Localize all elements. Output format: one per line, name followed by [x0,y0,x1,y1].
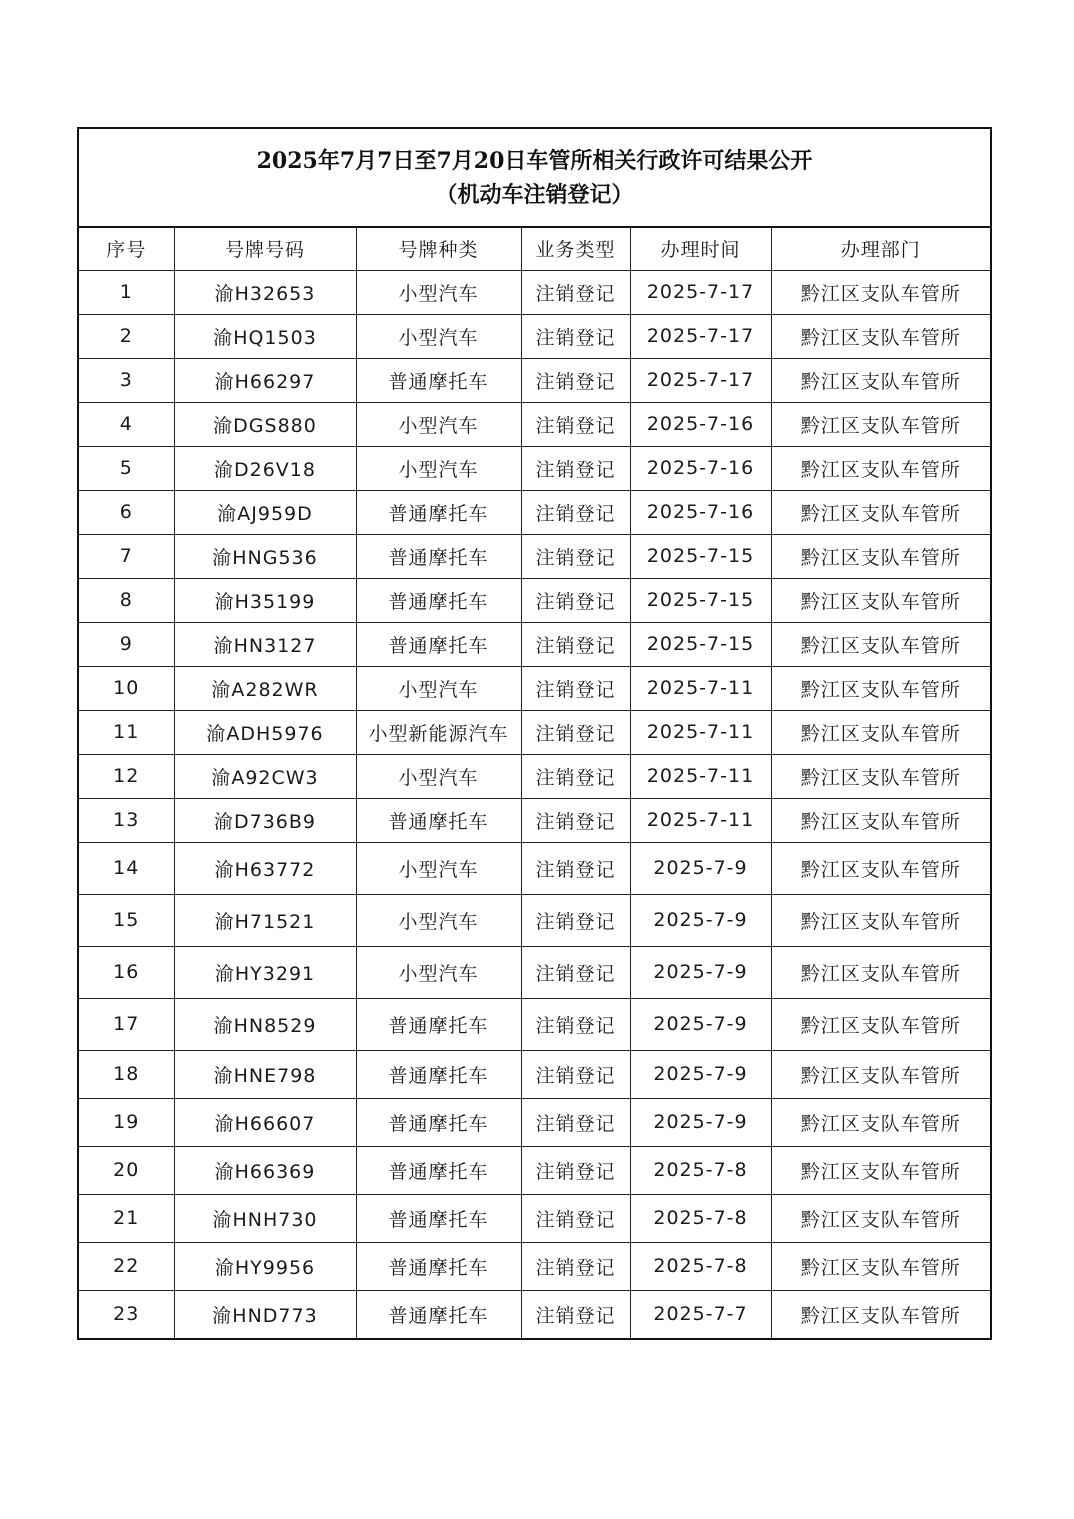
cell-plate-type: 普通摩托车 [356,1146,521,1194]
cell-process-date: 2025-7-17 [630,314,771,358]
cell-business-type: 注销登记 [521,270,630,314]
cell-plate-type: 普通摩托车 [356,578,521,622]
cell-department: 黔江区支队车管所 [771,358,990,402]
cell-plate-type: 小型汽车 [356,270,521,314]
table-row [79,754,990,798]
cell-business-type: 注销登记 [521,754,630,798]
cell-business-type: 注销登记 [521,998,630,1050]
cell-business-type: 注销登记 [521,1194,630,1242]
cell-process-date: 2025-7-15 [630,534,771,578]
col-header-index: 序号 [79,228,174,270]
table-row [79,666,990,710]
cell-department: 黔江区支队车管所 [771,402,990,446]
table-row [79,1146,990,1194]
cell-process-date: 2025-7-17 [630,270,771,314]
cell-department: 黔江区支队车管所 [771,270,990,314]
cell-plate-type: 普通摩托车 [356,490,521,534]
cell-plate-type: 普通摩托车 [356,1050,521,1098]
cell-process-date: 2025-7-16 [630,402,771,446]
cell-index: 2 [79,314,174,358]
cell-department: 黔江区支队车管所 [771,998,990,1050]
cell-department: 黔江区支队车管所 [771,1146,990,1194]
cell-index: 21 [79,1194,174,1242]
cell-department: 黔江区支队车管所 [771,446,990,490]
cell-business-type: 注销登记 [521,842,630,894]
cell-business-type: 注销登记 [521,1242,630,1290]
cell-plate-number: 渝HNG536 [174,534,356,578]
cell-plate-number: 渝HN8529 [174,998,356,1050]
title-block [79,129,990,228]
cell-index: 10 [79,666,174,710]
cell-process-date: 2025-7-9 [630,998,771,1050]
cell-plate-number: 渝DGS880 [174,402,356,446]
cell-process-date: 2025-7-8 [630,1242,771,1290]
cell-business-type: 注销登记 [521,314,630,358]
cell-department: 黔江区支队车管所 [771,490,990,534]
col-header-business-type: 业务类型 [521,228,630,270]
cell-plate-number: 渝HY3291 [174,946,356,998]
cell-department: 黔江区支队车管所 [771,946,990,998]
cell-plate-type: 普通摩托车 [356,1290,521,1338]
cell-process-date: 2025-7-17 [630,358,771,402]
cell-business-type: 注销登记 [521,534,630,578]
cell-plate-type: 小型汽车 [356,894,521,946]
cell-plate-type: 小型汽车 [356,666,521,710]
cell-index: 14 [79,842,174,894]
cell-business-type: 注销登记 [521,358,630,402]
cell-index: 12 [79,754,174,798]
cell-department: 黔江区支队车管所 [771,798,990,842]
cell-department: 黔江区支队车管所 [771,534,990,578]
cell-plate-number: 渝H66369 [174,1146,356,1194]
cell-process-date: 2025-7-8 [630,1146,771,1194]
cell-department: 黔江区支队车管所 [771,842,990,894]
cell-department: 黔江区支队车管所 [771,1050,990,1098]
cell-process-date: 2025-7-11 [630,710,771,754]
table-row [79,1050,990,1098]
cell-plate-number: 渝HND773 [174,1290,356,1338]
cell-process-date: 2025-7-15 [630,578,771,622]
cell-plate-number: 渝H66297 [174,358,356,402]
cell-department: 黔江区支队车管所 [771,1290,990,1338]
table-row [79,446,990,490]
cell-business-type: 注销登记 [521,446,630,490]
cell-business-type: 注销登记 [521,946,630,998]
cell-business-type: 注销登记 [521,1050,630,1098]
cell-plate-type: 普通摩托车 [356,1194,521,1242]
cell-process-date: 2025-7-16 [630,490,771,534]
cell-plate-type: 普通摩托车 [356,534,521,578]
cell-department: 黔江区支队车管所 [771,710,990,754]
cell-process-date: 2025-7-7 [630,1290,771,1338]
cell-plate-type: 小型汽车 [356,446,521,490]
cell-plate-number: 渝AJ959D [174,490,356,534]
cell-plate-number: 渝HNE798 [174,1050,356,1098]
cell-plate-number: 渝HY9956 [174,1242,356,1290]
header-row [79,228,990,270]
title-line-2: （机动车注销登记） [435,181,634,208]
cell-index: 9 [79,622,174,666]
cell-business-type: 注销登记 [521,894,630,946]
cell-plate-number: 渝H71521 [174,894,356,946]
cell-plate-type: 普通摩托车 [356,998,521,1050]
cell-index: 4 [79,402,174,446]
cell-process-date: 2025-7-11 [630,798,771,842]
cell-plate-type: 普通摩托车 [356,622,521,666]
cell-department: 黔江区支队车管所 [771,622,990,666]
table-row [79,358,990,402]
cell-process-date: 2025-7-9 [630,1098,771,1146]
title-line-1: 2025年7月7日至7月20日车管所相关行政许可结果公开 [256,147,813,174]
cell-business-type: 注销登记 [521,1098,630,1146]
cell-business-type: 注销登记 [521,490,630,534]
cell-plate-number: 渝HNH730 [174,1194,356,1242]
cell-index: 16 [79,946,174,998]
cell-index: 3 [79,358,174,402]
cell-plate-number: 渝D26V18 [174,446,356,490]
cell-process-date: 2025-7-9 [630,842,771,894]
cell-business-type: 注销登记 [521,402,630,446]
cell-department: 黔江区支队车管所 [771,666,990,710]
cell-department: 黔江区支队车管所 [771,894,990,946]
cell-index: 7 [79,534,174,578]
cell-plate-type: 小型汽车 [356,946,521,998]
cell-plate-number: 渝HN3127 [174,622,356,666]
cell-index: 5 [79,446,174,490]
cell-index: 20 [79,1146,174,1194]
cell-process-date: 2025-7-15 [630,622,771,666]
cell-index: 19 [79,1098,174,1146]
cell-plate-number: 渝H63772 [174,842,356,894]
cell-business-type: 注销登记 [521,622,630,666]
cell-department: 黔江区支队车管所 [771,1194,990,1242]
cell-plate-type: 小型新能源汽车 [356,710,521,754]
table-row [79,842,990,894]
cell-index: 17 [79,998,174,1050]
cell-plate-type: 普通摩托车 [356,358,521,402]
cell-business-type: 注销登记 [521,666,630,710]
cell-index: 1 [79,270,174,314]
cell-process-date: 2025-7-9 [630,1050,771,1098]
col-header-process-date: 办理时间 [630,228,771,270]
cell-department: 黔江区支队车管所 [771,578,990,622]
cell-index: 11 [79,710,174,754]
cell-plate-number: 渝A282WR [174,666,356,710]
table-row [79,1098,990,1146]
cell-plate-number: 渝ADH5976 [174,710,356,754]
table-row [79,710,990,754]
table-row [79,798,990,842]
document-table-frame [77,127,992,1340]
deregistration-table [79,228,990,1338]
cell-process-date: 2025-7-9 [630,894,771,946]
table-row [79,402,990,446]
cell-business-type: 注销登记 [521,1146,630,1194]
table-row [79,1290,990,1338]
cell-index: 18 [79,1050,174,1098]
cell-process-date: 2025-7-16 [630,446,771,490]
cell-index: 8 [79,578,174,622]
cell-plate-type: 小型汽车 [356,314,521,358]
cell-plate-number: 渝H35199 [174,578,356,622]
cell-plate-type: 普通摩托车 [356,1242,521,1290]
cell-index: 13 [79,798,174,842]
cell-business-type: 注销登记 [521,1290,630,1338]
cell-plate-number: 渝H66607 [174,1098,356,1146]
cell-index: 15 [79,894,174,946]
cell-index: 22 [79,1242,174,1290]
cell-plate-number: 渝A92CW3 [174,754,356,798]
col-header-plate-number: 号牌号码 [174,228,356,270]
cell-department: 黔江区支队车管所 [771,1098,990,1146]
cell-process-date: 2025-7-8 [630,1194,771,1242]
table-row [79,1242,990,1290]
cell-process-date: 2025-7-9 [630,946,771,998]
cell-business-type: 注销登记 [521,578,630,622]
cell-plate-number: 渝H32653 [174,270,356,314]
cell-plate-type: 小型汽车 [356,754,521,798]
table-row [79,894,990,946]
cell-index: 23 [79,1290,174,1338]
cell-process-date: 2025-7-11 [630,666,771,710]
table-row [79,578,990,622]
table-row [79,946,990,998]
table-row [79,1194,990,1242]
col-header-department: 办理部门 [771,228,990,270]
cell-plate-type: 小型汽车 [356,402,521,446]
cell-index: 6 [79,490,174,534]
cell-business-type: 注销登记 [521,710,630,754]
table-row [79,270,990,314]
table-row [79,490,990,534]
cell-department: 黔江区支队车管所 [771,754,990,798]
cell-business-type: 注销登记 [521,798,630,842]
cell-plate-number: 渝HQ1503 [174,314,356,358]
table-row [79,998,990,1050]
cell-department: 黔江区支队车管所 [771,314,990,358]
cell-department: 黔江区支队车管所 [771,1242,990,1290]
cell-process-date: 2025-7-11 [630,754,771,798]
table-row [79,314,990,358]
cell-plate-number: 渝D736B9 [174,798,356,842]
table-row [79,534,990,578]
cell-plate-type: 小型汽车 [356,842,521,894]
table-row [79,622,990,666]
col-header-plate-type: 号牌种类 [356,228,521,270]
cell-plate-type: 普通摩托车 [356,798,521,842]
cell-plate-type: 普通摩托车 [356,1098,521,1146]
